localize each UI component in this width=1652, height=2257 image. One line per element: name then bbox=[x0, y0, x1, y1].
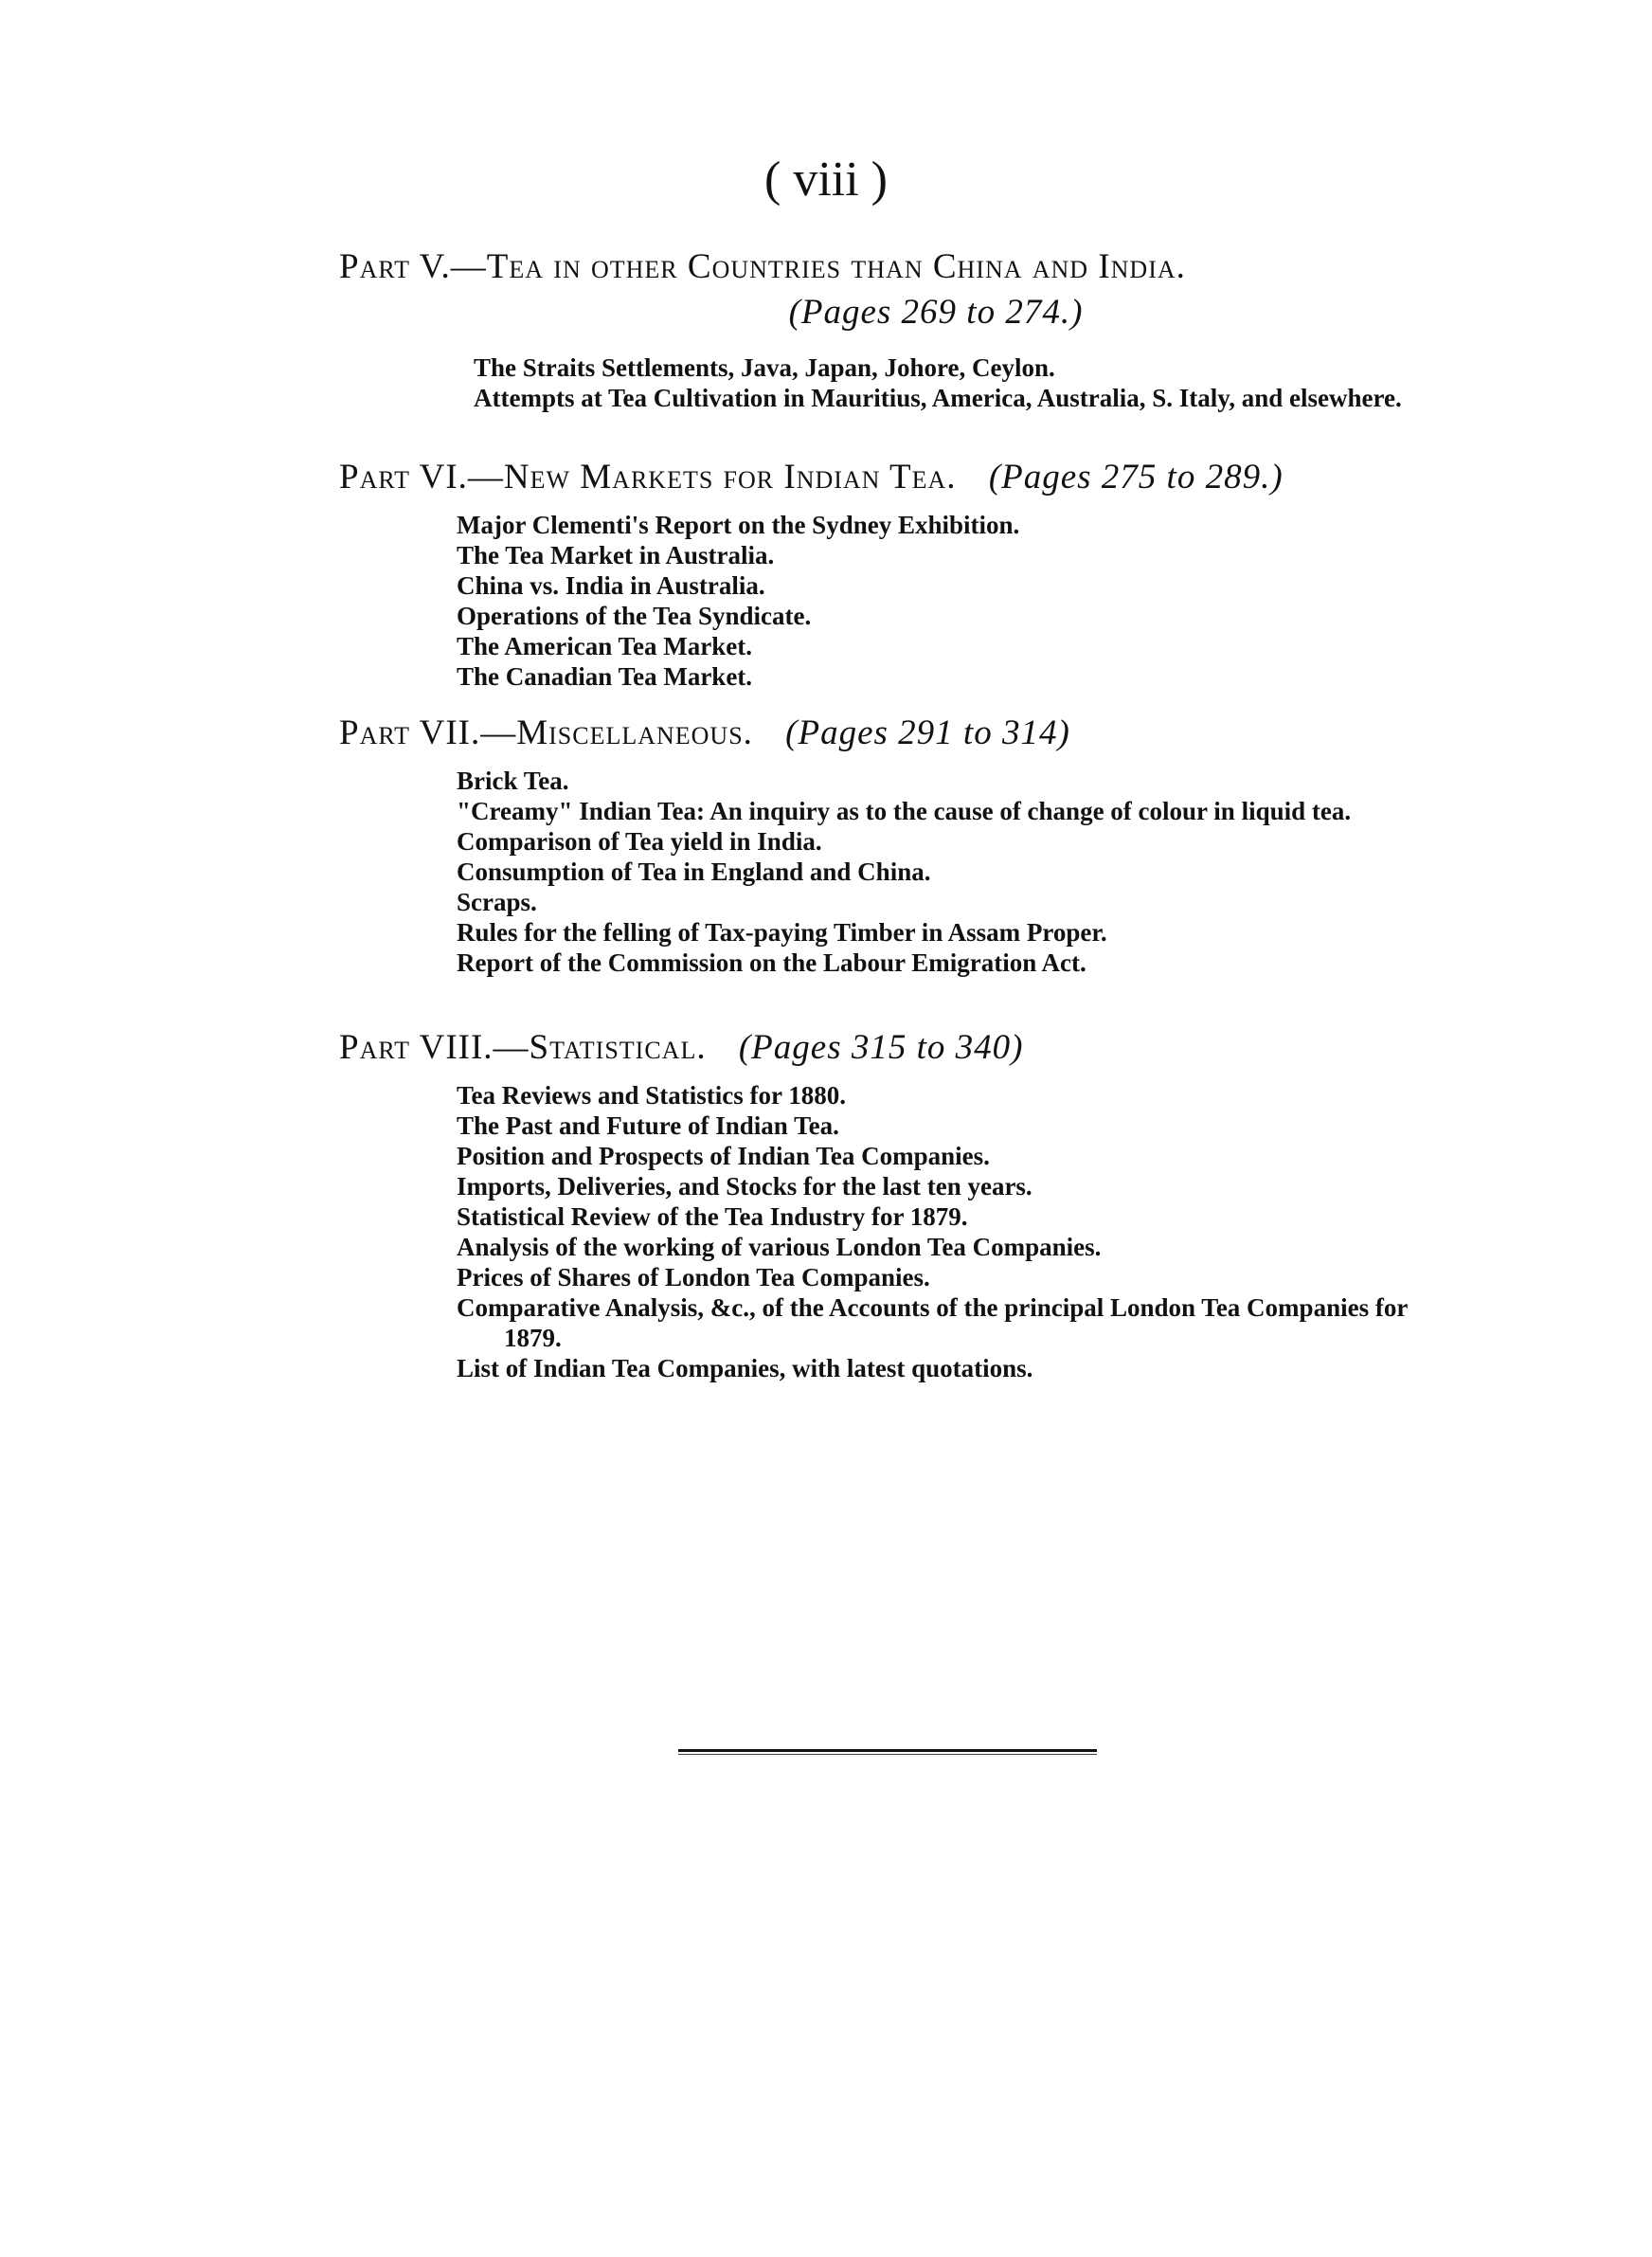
list-item: Tea Reviews and Statistics for 1880. bbox=[457, 1081, 846, 1110]
part-vii-pages: (Pages 291 to 314) bbox=[785, 713, 1070, 752]
part-viii-heading bbox=[339, 1025, 1457, 1071]
list-item: Brick Tea. bbox=[457, 767, 569, 795]
closing-rule-thin bbox=[678, 1754, 1097, 1755]
part-v-title: Part V.—Tea in other Countries than China and India. bbox=[339, 247, 1186, 286]
part-viii-pages: (Pages 315 to 340) bbox=[738, 1028, 1024, 1067]
closing-rule bbox=[678, 1749, 1097, 1752]
page-number: ( viii ) bbox=[764, 153, 888, 207]
list-item: Report of the Commission on the Labour Emigration Act. bbox=[457, 948, 1086, 977]
list-item: China vs. India in Australia. bbox=[457, 571, 765, 600]
list-item: Statistical Review of the Tea Industry for 1879. bbox=[457, 1202, 968, 1231]
part-vi-pages: (Pages 275 to 289.) bbox=[988, 458, 1284, 497]
list-item: Comparison of Tea yield in India. bbox=[457, 827, 822, 856]
list-item: Consumption of Tea in England and China. bbox=[457, 858, 931, 886]
part-v-section bbox=[339, 244, 1457, 413]
list-item: Scraps. bbox=[457, 888, 537, 916]
list-item: Operations of the Tea Syndicate. bbox=[457, 602, 812, 630]
part-vi-section bbox=[339, 455, 1457, 692]
part-viii-items bbox=[445, 1080, 1457, 1383]
list-item: Attempts at Tea Cultivation in Mauritius, America, Australia, S. Italy, and elsewhere. bbox=[474, 384, 1402, 412]
part-vi-items bbox=[445, 510, 1457, 692]
part-v-items bbox=[462, 352, 1457, 413]
list-item: Prices of Shares of London Tea Companies. bbox=[457, 1263, 930, 1291]
part-vii-title: Part VII.—Miscellaneous. bbox=[339, 713, 753, 752]
list-item: Major Clementi's Report on the Sydney Exhibition. bbox=[457, 511, 1020, 539]
list-item: List of Indian Tea Companies, with latest quotations. bbox=[457, 1354, 1033, 1382]
list-item: The Straits Settlements, Java, Japan, Johore, Ceylon. bbox=[474, 353, 1055, 382]
list-item: "Creamy" Indian Tea: An inquiry as to the cause of change of colour in liquid tea. bbox=[457, 797, 1352, 825]
list-item: Rules for the felling of Tax-paying Timber in Assam Proper. bbox=[457, 918, 1107, 947]
part-v-pages: (Pages 269 to 274.) bbox=[788, 293, 1084, 332]
list-item: The American Tea Market. bbox=[457, 632, 752, 660]
list-item: Comparative Analysis, &c., of the Accounts of the principal London Tea Companies for 1879. bbox=[457, 1293, 1408, 1352]
part-vii-items bbox=[445, 766, 1457, 978]
part-viii-title: Part VIII.—Statistical. bbox=[339, 1028, 707, 1067]
part-vi-heading bbox=[339, 455, 1457, 500]
part-viii-section bbox=[339, 1025, 1457, 1383]
list-item: Analysis of the working of various London Tea Companies. bbox=[457, 1233, 1102, 1261]
part-vii-heading bbox=[339, 711, 1457, 756]
list-item: The Tea Market in Australia. bbox=[457, 541, 775, 569]
part-vii-section bbox=[339, 711, 1457, 978]
list-item: The Canadian Tea Market. bbox=[457, 662, 753, 691]
list-item: The Past and Future of Indian Tea. bbox=[457, 1111, 839, 1140]
part-v-heading bbox=[339, 244, 1457, 335]
part-vi-title: Part VI.—New Markets for Indian Tea. bbox=[339, 458, 957, 497]
list-item: Imports, Deliveries, and Stocks for the last ten years. bbox=[457, 1172, 1032, 1201]
list-item: Position and Prospects of Indian Tea Companies. bbox=[457, 1142, 990, 1170]
